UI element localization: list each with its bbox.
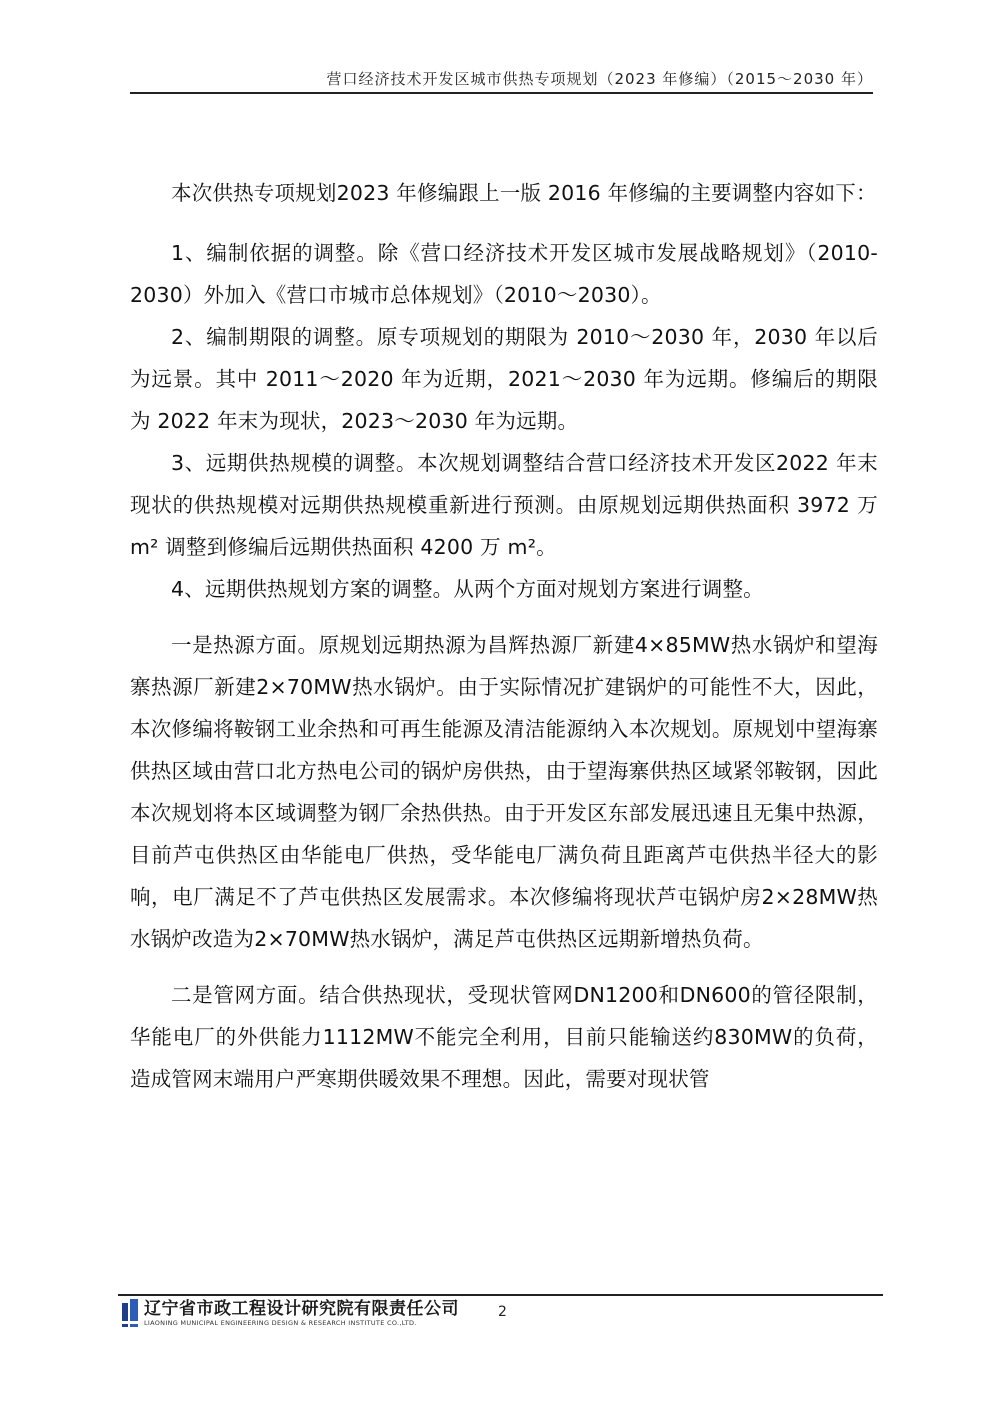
paragraph-intro: 本次供热专项规划2023 年修编跟上一版 2016 年修编的主要调整内容如下： bbox=[171, 181, 877, 205]
company-name-cn: 辽宁省市政工程设计研究院有限责任公司 bbox=[144, 1299, 459, 1319]
building-logo-icon bbox=[120, 1299, 140, 1329]
paragraph-pipe-network: 二是管网方面。结合供热现状，受现状管网DN1200和DN600的管径限制，华能电厂的外供能力1112MW不能完全利用，目前只能输送约830MW的负荷，造成管网末端用户严寒期供暖效果不理想。因此，需要对现状管 bbox=[130, 983, 878, 1091]
paragraph-basis: 1、编制依据的调整。除《营口经济技术开发区城市发展战略规划》（2010-2030）外加入《营口市城市总体规划》（2010～2030）。 bbox=[130, 241, 878, 307]
company-logo bbox=[120, 1299, 459, 1333]
running-header bbox=[130, 66, 873, 94]
paragraph-heat-source: 一是热源方面。原规划远期热源为昌辉热源厂新建4×85MW热水锅炉和望海寨热源厂新建2×70MW热水锅炉。由于实际情况扩建锅炉的可能性不大，因此，本次修编将鞍钢工业余热和可再生能源及清洁能源纳入本次规划。原规划中望海寨供热区域由营口北方热电公司的锅炉房供热，由于望海寨供热区域紧邻鞍钢，因此本次规划将本区域调整为钢厂余热供热。由于开发区东部发展迅速且无集中热源，目前芦屯供热区由华能电厂供热，受华能电厂满负荷且距离芦屯供热半径大的影响，电厂满足不了芦屯供热区发展需求。本次修编将现状芦屯锅炉房2×28MW热水锅炉改造为2×70MW热水锅炉，满足芦屯供热区远期新增热负荷。 bbox=[130, 633, 878, 951]
paragraph-period: 2、编制期限的调整。原专项规划的期限为 2010～2030 年，2030 年以后为远景。其中 2011～2020 年为近期，2021～2030 年为远期。修编后的期限为 2022 年末为现状，2023～2030 年为远期。 bbox=[130, 325, 878, 433]
paragraph-scale: 3、远期供热规模的调整。本次规划调整结合营口经济技术开发区2022 年末现状的供热规模对远期供热规模重新进行预测。由原规划远期供热面积 3972 万 m² 调整到修编后远期供热面积 4200 万 m²。 bbox=[130, 451, 878, 559]
paragraph-plan: 4、远期供热规划方案的调整。从两个方面对规划方案进行调整。 bbox=[171, 577, 764, 601]
page-number: 2 bbox=[498, 1304, 507, 1320]
company-name-en: LIAONING MUNICIPAL ENGINEERING DESIGN & RESEARCH INSTITUTE CO.,LTD. bbox=[144, 1319, 417, 1327]
document-body bbox=[130, 168, 878, 1100]
footer-rule bbox=[118, 1294, 883, 1296]
header-title: 营口经济技术开发区城市供热专项规划（2023 年修编）（2015～2030 年） bbox=[326, 70, 873, 88]
